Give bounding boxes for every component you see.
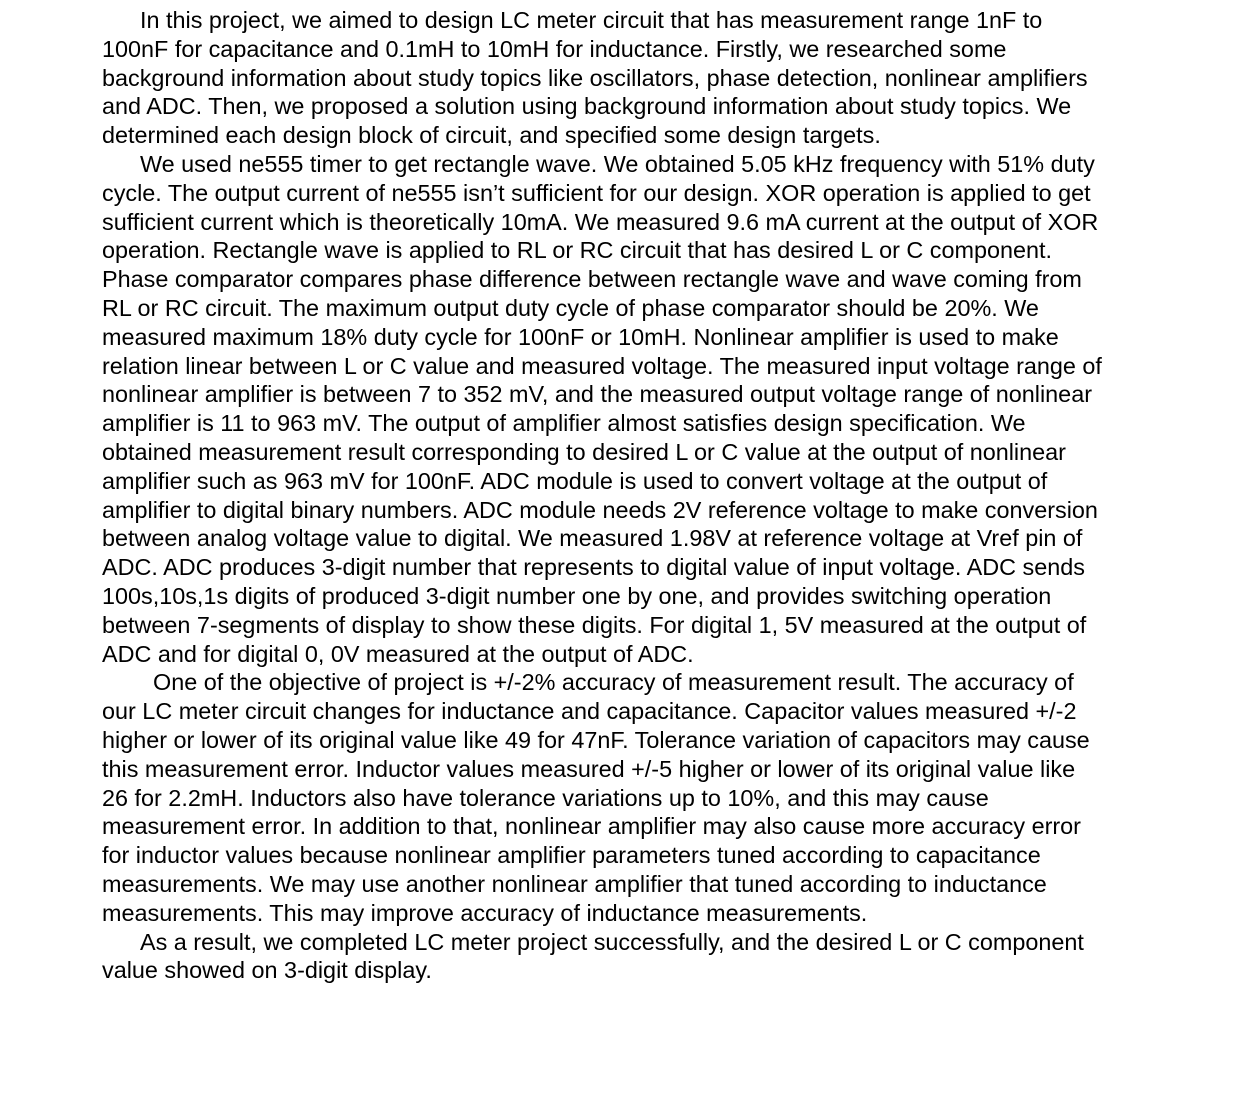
paragraph-design-results: We used ne555 timer to get rectangle wave. We obtained 5.05 kHz frequency with 51% duty cycle. The output current of ne555 isn’t sufficient for our design. XOR operation is applied to get sufficient current which is theoretically 10mA. We measured 9.6 mA current at the output of XOR operation. Rectangle wave is applied to RL or RC circuit that has desired L or C component. Phase comparator compares phase difference between rectangle wave and wave coming from RL or RC circuit. The maximum output duty cycle of phase comparator should be 20%. We measured maximum 18% duty cycle for 100nF or 10mH. Nonlinear amplifier is used to make relation linear between L or C value and measured voltage. The measured input voltage range of nonlinear amplifier is between 7 to 352 mV, and the measured output voltage range of nonlinear amplifier is 11 to 963 mV. The output of amplifier almost satisfies design specification. We obtained measurement result corresponding to desired L or C value at the output of nonlinear amplifier such as 963 mV for 100nF. ADC module is used to convert voltage at the output of amplifier to digital binary numbers. ADC module needs 2V reference voltage to make conversion between analog voltage value to digital. We measured 1.98V at reference voltage at Vref pin of ADC. ADC produces 3-digit number that represents to digital value of input voltage. ADC sends 100s,10s,1s digits of produced 3-digit number one by one, and provides switching operation between 7-segments of display to show these digits. For digital 1, 5V measured at the output of ADC and for digital 0, 0V measured at the output of ADC. — [102, 150, 1102, 667]
paragraph-conclusion: As a result, we completed LC meter project successfully, and the desired L or C component value showed on 3-digit display. — [102, 928, 1084, 984]
paragraph-accuracy: One of the objective of project is +/-2% accuracy of measurement result. The accuracy of our LC meter circuit changes for inductance and capacitance. Capacitor values measured +/-2 higher or lower of its original value like 49 for 47nF. Tolerance variation of capacitors may cause this measurement error. Inductor values measured +/-5 higher or lower of its original value like 26 for 2.2mH. Inductors also have tolerance variations up to 10%, and this may cause measurement error. In addition to that, nonlinear amplifier may also cause more accuracy error for inductor values because nonlinear amplifier parameters tuned according to capacitance measurements. We may use another nonlinear amplifier that tuned according to inductance measurements. This may improve accuracy of inductance measurements. — [102, 669, 1090, 926]
document-page — [102, 6, 1102, 985]
paragraph-introduction: In this project, we aimed to design LC meter circuit that has measurement range 1nF to 100nF for capacitance and 0.1mH to 10mH for inductance. Firstly, we researched some background information about study topics like oscillators, phase detection, nonlinear amplifiers and ADC. Then, we proposed a solution using background information about study topics. We determined each design block of circuit, and specified some design targets. — [102, 7, 1088, 149]
